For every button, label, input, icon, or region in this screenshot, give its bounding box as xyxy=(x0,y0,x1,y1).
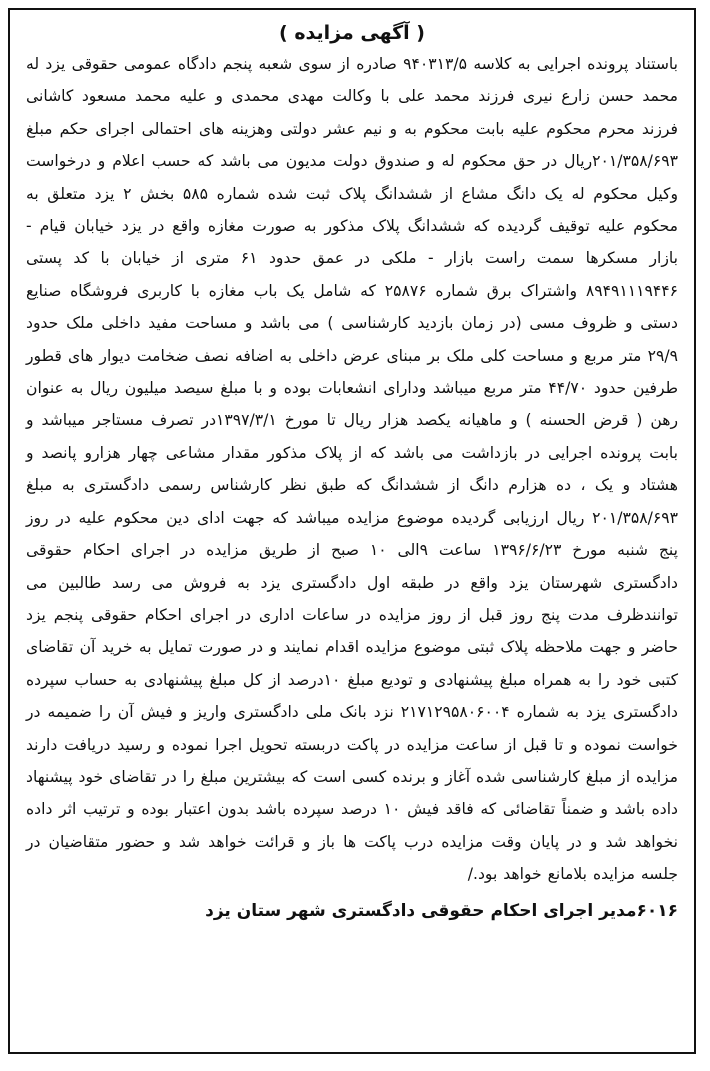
notice-signature: ۶۰۱۶مدیر اجرای احکام حقوقی دادگستری شهر ستان یزد xyxy=(205,900,678,921)
notice-title: ( آگهی مزایده ) xyxy=(279,22,425,44)
notice-frame xyxy=(8,8,696,1054)
notice-body: باستناد پرونده اجرایی به کلاسه ۹۴۰۳۱۳/۵ صادره از سوی شعبه پنجم دادگاه عمومی حقوقی یزد له محمد حسن زارع نیری فرزند محمد علی با وکالت مهدی محمدی و علیه محمد مسعود کاشانی فرزند محرم محکوم علیه بابت محکوم به و نیم عشر دولتی وهزینه های احتمالی اجرای حکم مبلغ ۲۰۱/۳۵۸/۶۹۳ریال در حق محکوم له و صندوق دولت مدیون می باشد که حسب اعلام و درخواست وکیل محکوم له یک دانگ مشاع از ششدانگ پلاک ثبت شده شماره ۵۸۵ بخش ۲ یزد متعلق به محکوم علیه توقیف گردیده که ششدانگ پلاک مذکور به صورت مغازه واقع در یزد خیابان قیام - بازار مسکرها سمت راست بازار - ملکی در عمق حدود ۶۱ متری از خیابان با کد پستی ۸۹۴۹۱۱۱۹۴۴۶ واشتراک برق شماره ۲۵۸۷۶ که شامل یک باب مغازه با کاربری فروشگاه صنایع دستی و ظروف مسی (در زمان بازدید کارشناسی ) می باشد و مساحت مفید داخلی ملک حدود ۲۹/۹ متر مربع و مساحت کلی ملک بر مبنای عرض داخلی به اضافه نصف ضخامت دیوار های قطور طرفین حدود ۴۴/۷۰ متر مربع میباشد ودارای انشعابات بوده و با مبلغ سیصد میلیون ریال به عنوان رهن ( قرض الحسنه ) و ماهیانه یکصد هزار ریال تا مورخ ۱۳۹۷/۳/۱در تصرف مستاجر میباشد و بابت پرونده اجرایی در بازداشت می باشد که از پلاک مذکور مقدار مشاعی چهار هزارو پانصد و هشتاد و یک ، ده هزارم دانگ از ششدانگ که طبق نظر کارشناس رسمی دادگستری به مبلغ ۲۰۱/۳۵۸/۶۹۳ ریال ارزیابی گردیده موضوع مزایده میباشد که جهت ادای دین محکوم علیه در روز پنج شنبه مورخ ۱۳۹۶/۶/۲۳ ساعت ۹الی ۱۰ صبح از طریق مزایده در اجرای احکام حقوقی دادگستری شهرستان یزد واقع در طبقه اول دادگستری یزد به فروش می رسد طالبین می توانندظرف مدت پنج روز قبل از روز مزایده در ساعات اداری در اجرای احکام حقوقی پنجم یزد حاضر و جهت ملاحظه پلاک ثبتی موضوع مزایده اقدام نمایند و در صورت تمایل به خرید آن تقاضای کتبی خود را به همراه مبلغ پیشنهادی و تودیع مبلغ ۱۰درصد از کل مبلغ پیشنهادی به حساب سپرده دادگستری یزد به شماره ۲۱۷۱۲۹۵۸۰۶۰۰۴ نزد بانک ملی دادگستری واریز و فیش آن را ضمیمه در خواست نموده و تا قبل از ساعت مزایده در پاکت دربسته تحویل اجرا نموده و رسید دریافت دارند مزایده از مبلغ کارشناسی شده آغاز و برنده کسی است که بیشترین مبلغ را در تقاضای خود پیشنهاد داده باشد و ضمناً تقاضائی که فاقد فیش ۱۰ درصد سپرده باشد بدون اعتبار بوده و ترتیب اثر داده نخواهد شد و در پایان وقت مزایده درب پاکت ها باز و قرائت خواهد شد و حضور متقاضیان در جلسه مزایده بلامانع خواهد بود./ xyxy=(26,55,679,884)
